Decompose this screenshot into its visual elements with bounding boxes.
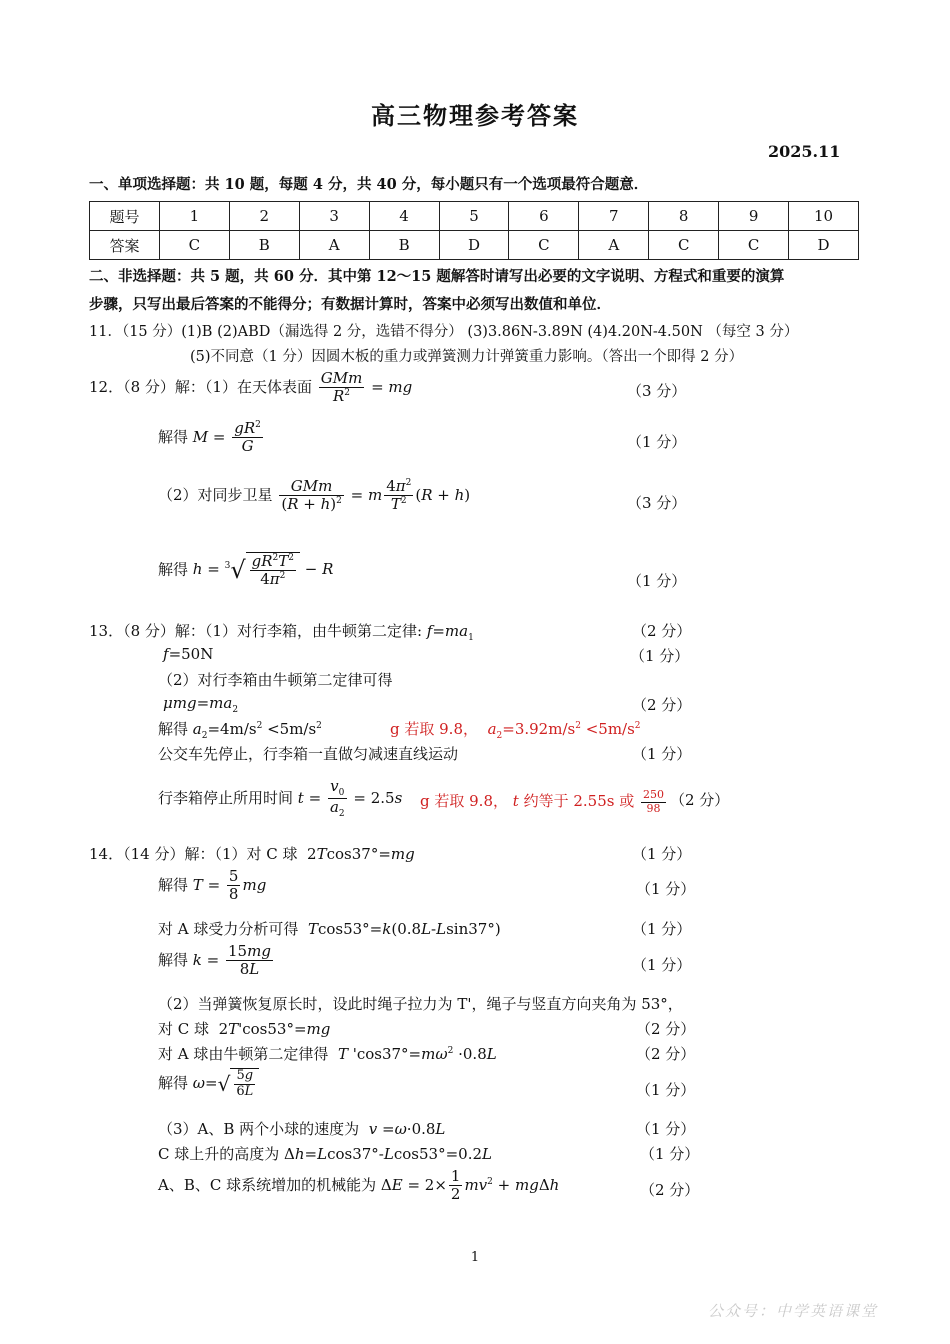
q14-eq2: T = $\frac{5}{8}$ mg	[192, 867, 267, 904]
q12-eq2: M = $\frac{gR^2}{G}$	[192, 419, 261, 456]
answer-table	[89, 201, 859, 260]
table-cell: 7	[579, 202, 649, 231]
q14-pts4: （1 分）	[632, 956, 692, 974]
q14-pts8: （1 分）	[636, 1081, 696, 1099]
q14-line10-text: C 球上升的高度为	[158, 1145, 280, 1163]
q12-pts2: （1 分）	[627, 433, 687, 451]
q13-line7-note	[420, 789, 668, 815]
q14-line7	[158, 1043, 497, 1064]
q14-line1	[89, 843, 415, 864]
q12-eq3: $\frac{\text{GMm}}{(R + h)^2}$ = m $\frac{4\pi^2}{T^2}$ (R + h)	[281, 477, 471, 514]
q14-eq11: ΔE = 2× $\frac{1}{2}$ $mv^2 + mg\Delta h$	[380, 1167, 560, 1204]
q14-pts6: （2 分）	[636, 1020, 696, 1038]
q13-line5-text: 解得	[158, 720, 189, 738]
q13-pts6: （1 分）	[632, 745, 692, 763]
table-cell: B	[229, 231, 299, 260]
q14-line8-text: 解得	[158, 1073, 189, 1092]
q14-line2	[158, 868, 266, 904]
watermark: 公众号：中学英语课堂	[708, 1302, 879, 1320]
q13-line7-red2: t 约等于 2.55s 或	[512, 792, 635, 811]
q14-pts2: （1 分）	[636, 880, 696, 898]
table-cell: C	[719, 231, 789, 260]
table-cell: A	[579, 231, 649, 260]
q14-line2-text: 解得	[158, 875, 189, 894]
q12-line1-text: 12．（8 分）解：（1）在天体表面	[89, 377, 312, 396]
q13-eq1: $f=ma_1$	[426, 622, 474, 643]
q13-line6: 公交车先停止，行李箱一直做匀减速直线运动	[158, 745, 459, 763]
q12-line2-text: 解得	[158, 427, 189, 446]
q14-line4-text: 解得	[158, 950, 189, 969]
q12-line3-text: （2）对同步卫星	[158, 485, 273, 504]
table-cell: 1	[159, 202, 229, 231]
q14-line3-text: 对 A 球受力分析可得	[158, 920, 299, 938]
q13-line5	[158, 718, 322, 741]
q13-pts1: （2 分）	[632, 622, 692, 640]
q12-line2	[158, 420, 265, 456]
q14-eq1: 2Tcos37°=mg	[302, 845, 415, 863]
q14-eq7: T '$\cos 37^\circ=m\omega^2 \cdot 0.8L$	[337, 1045, 497, 1063]
q14-pts1: （1 分）	[632, 845, 692, 863]
table-cell: C	[509, 231, 579, 260]
q13-line7	[158, 778, 402, 820]
q14-line8	[158, 1068, 259, 1100]
q13-line1	[89, 620, 474, 643]
table-cell: 3	[299, 202, 369, 231]
q14-eq10: Δh=Lcos37°-Lcos53°=0.2L	[284, 1145, 492, 1163]
q12-line3	[158, 478, 470, 514]
q13-pts2: （1 分）	[630, 647, 690, 665]
q14-line11	[158, 1168, 559, 1204]
q14-pts10: （1 分）	[640, 1145, 700, 1163]
q13-line3: （2）对行李箱由牛顿第二定律可得	[158, 671, 393, 689]
q13-eq2: f=50N	[163, 645, 214, 663]
page-number: 1	[470, 1250, 480, 1265]
q14-line11-text: A、B、C 球系统增加的机械能为	[158, 1175, 377, 1194]
table-cell: 10	[789, 202, 859, 231]
q11-line2: (5)不同意（1 分）因圆木板的重力或弹簧测力计弹簧重力影响。（答出一个即得 2 分）	[190, 349, 744, 365]
q11-line1: 11．（15 分）(1)B (2)ABD（漏选得 2 分，选错不得分） (3)3.86N-3.89N (4)4.20N-4.50N （每空 3 分）	[89, 324, 799, 340]
q13-line5-note	[390, 718, 641, 741]
table-cell: 9	[719, 202, 789, 231]
table-cell: C	[649, 231, 719, 260]
q12-pts4: （1 分）	[627, 572, 687, 590]
q14-line1-text: 14．（14 分）解：（1）对 C 球	[89, 845, 298, 863]
q14-line4	[158, 943, 275, 979]
q13-fraction: $\frac{250}{98}$	[643, 788, 665, 815]
q14-line9	[158, 1118, 445, 1139]
q14-eq4: k = $\frac{15mg}{8L}$	[192, 942, 271, 979]
q13-pts4: （2 分）	[632, 696, 692, 714]
q13-line7-text: 行李箱停止所用时间	[158, 788, 294, 807]
q13-eq4: $a_2=4m/s^2 <5m/s^2$	[192, 720, 322, 741]
table-cell: 4	[369, 202, 439, 231]
table-cell: A	[299, 231, 369, 260]
q14-line7-text: 对 A 球由牛顿第二定律得	[158, 1045, 329, 1063]
q14-line3	[158, 918, 501, 939]
q13-eq3: $\mu mg=ma_2$	[163, 694, 239, 715]
table-cell: 6	[509, 202, 579, 231]
q12-line4	[158, 552, 333, 589]
q13-line1-text: 13．（8 分）解：（1）对行李箱，由牛顿第二定律:	[89, 622, 422, 640]
q12-eq4: h = $^3$√ $\frac{gR^2T^2}{4\pi^2}$ − R	[192, 552, 334, 589]
q13-pts7: （2 分）	[670, 791, 730, 809]
q12-line4-text: 解得	[158, 560, 189, 579]
q13-eq4-alt: $a_2=3.92m/s^2 <5m/s^2$	[487, 720, 641, 741]
section2-heading-line2: 步骤，只写出最后答案的不能得分；有数据计算时，答案中必须写出数值和单位．	[89, 296, 611, 313]
table-cell: D	[439, 231, 509, 260]
table-cell: 2	[229, 202, 299, 231]
q12-pts1: （3 分）	[627, 382, 687, 400]
q14-pts3: （1 分）	[632, 920, 692, 938]
table-header-cell: 题号	[90, 202, 160, 231]
q14-pts7: （2 分）	[636, 1045, 696, 1063]
page-title: 高三物理参考答案	[371, 101, 579, 130]
table-cell: C	[159, 231, 229, 260]
q14-eq9: v =ω·0.8L	[368, 1120, 446, 1138]
table-cell: 8	[649, 202, 719, 231]
table-header-cell: 答案	[90, 231, 160, 260]
q13-line5-red: g 若取 9.8，	[390, 720, 478, 738]
table-cell: B	[369, 231, 439, 260]
q14-eq6: 2T'cos53°=mg	[213, 1020, 331, 1038]
section1-heading: 一、单项选择题：共 10 题，每题 4 分，共 40 分，每小题只有一个选项最符合题意．	[89, 176, 649, 193]
q12-pts3: （3 分）	[627, 494, 687, 512]
q13-eq5: t = $\frac{v_0}{a_2}$ = 2.5s	[297, 777, 403, 820]
table-cell: 5	[439, 202, 509, 231]
q14-pts11: （2 分）	[640, 1181, 700, 1199]
q14-pts9: （1 分）	[636, 1120, 696, 1138]
q14-eq3: Tcos53°=k(0.8L-Lsin37°)	[307, 920, 501, 938]
table-row	[90, 202, 859, 231]
q14-line10	[158, 1143, 492, 1164]
table-cell: D	[789, 231, 859, 260]
q12-line1	[89, 370, 412, 406]
q14-line6	[158, 1018, 330, 1039]
q13-line7-red: g 若取 9.8，	[420, 792, 508, 811]
date: 2025.11	[768, 142, 841, 161]
section2-heading-line1: 二、非选择题：共 5 题，共 60 分．其中第 12～15 题解答时请写出必要的文字说明、方程式和重要的演算	[89, 268, 785, 285]
q14-line6-text: 对 C 球	[158, 1020, 210, 1038]
table-row	[90, 231, 859, 260]
q14-eq8: ω=√ $\frac{5g}{6L}$	[193, 1074, 259, 1092]
q14-line5: （2）当弹簧恢复原长时，设此时绳子拉力为 T'，绳子与竖直方向夹角为 53°，	[158, 995, 683, 1013]
q12-eq1: $\frac{\text{GMm}}{R^2}$ = mg	[320, 369, 413, 406]
q14-line9-text: （3）A、B 两个小球的速度为	[158, 1120, 360, 1138]
